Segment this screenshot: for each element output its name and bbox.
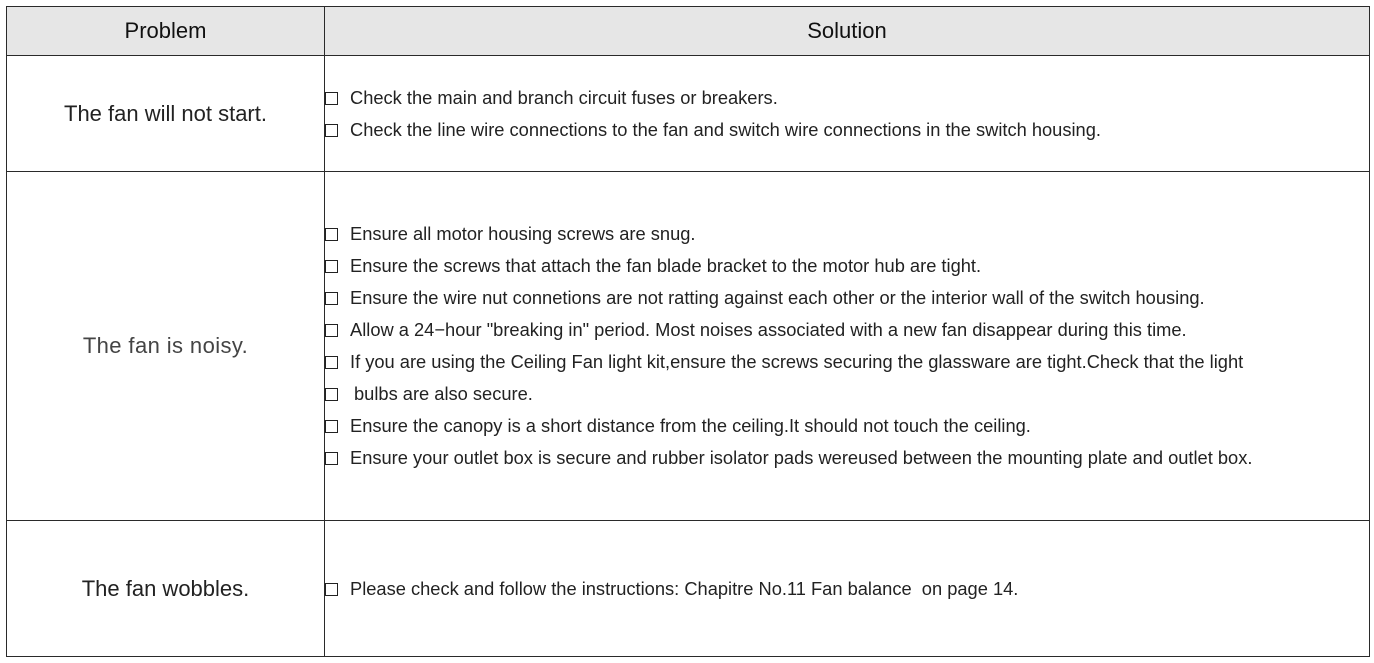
solution-cell bbox=[325, 521, 1370, 657]
solution-list bbox=[325, 573, 1369, 605]
solution-text: Ensure your outlet box is secure and rubber isolator pads wereused between the mounting plate and outlet box. bbox=[350, 447, 1253, 468]
list-item bbox=[325, 346, 1369, 378]
header-solution: Solution bbox=[325, 7, 1370, 56]
solution-text: Ensure all motor housing screws are snug. bbox=[350, 223, 696, 244]
list-item bbox=[325, 410, 1369, 442]
list-item bbox=[325, 250, 1369, 282]
header-problem: Problem bbox=[7, 7, 325, 56]
solution-text: Allow a 24−hour "breaking in" period. Most noises associated with a new fan disappear during this time. bbox=[350, 319, 1187, 340]
solution-text: Ensure the canopy is a short distance from the ceiling.It should not touch the ceiling. bbox=[350, 415, 1031, 436]
checkbox-icon bbox=[325, 583, 338, 596]
problem-cell: The fan is noisy. bbox=[7, 172, 325, 521]
table-row bbox=[7, 56, 1370, 172]
solution-list bbox=[325, 82, 1369, 146]
problem-cell: The fan will not start. bbox=[7, 56, 325, 172]
solution-text: If you are using the Ceiling Fan light kit,ensure the screws securing the glassware are tight.Check that the light bbox=[350, 351, 1244, 372]
list-item bbox=[325, 573, 1369, 605]
list-item bbox=[325, 442, 1369, 474]
table-row bbox=[7, 521, 1370, 657]
list-item bbox=[325, 114, 1369, 146]
solution-text: Ensure the wire nut connetions are not ratting against each other or the interior wall of the switch housing. bbox=[350, 287, 1205, 308]
list-item bbox=[325, 82, 1369, 114]
solution-text: Check the main and branch circuit fuses or breakers. bbox=[350, 86, 778, 108]
list-item bbox=[325, 218, 1369, 250]
solution-text: bulbs are also secure. bbox=[354, 383, 533, 404]
solution-text: Ensure the screws that attach the fan blade bracket to the motor hub are tight. bbox=[350, 255, 982, 276]
checkbox-icon bbox=[325, 292, 338, 305]
list-item bbox=[325, 314, 1369, 346]
checkbox-icon bbox=[325, 260, 338, 273]
checkbox-icon bbox=[325, 356, 338, 369]
checkbox-icon bbox=[325, 92, 338, 105]
list-item bbox=[325, 378, 1369, 410]
solution-list bbox=[325, 218, 1369, 474]
checkbox-icon bbox=[325, 388, 338, 401]
troubleshooting-table bbox=[6, 6, 1370, 657]
table-header-row bbox=[7, 7, 1370, 56]
table-row bbox=[7, 172, 1370, 521]
solution-text: Please check and follow the instructions: Chapitre No.11 Fan balance on page 14. bbox=[350, 577, 1019, 599]
list-item bbox=[325, 282, 1369, 314]
checkbox-icon bbox=[325, 324, 338, 337]
checkbox-icon bbox=[325, 228, 338, 241]
checkbox-icon bbox=[325, 452, 338, 465]
solution-cell bbox=[325, 56, 1370, 172]
solution-text: Check the line wire connections to the fan and switch wire connections in the switch housing. bbox=[350, 118, 1101, 140]
problem-cell: The fan wobbles. bbox=[7, 521, 325, 657]
solution-cell bbox=[325, 172, 1370, 521]
checkbox-icon bbox=[325, 124, 338, 137]
checkbox-icon bbox=[325, 420, 338, 433]
